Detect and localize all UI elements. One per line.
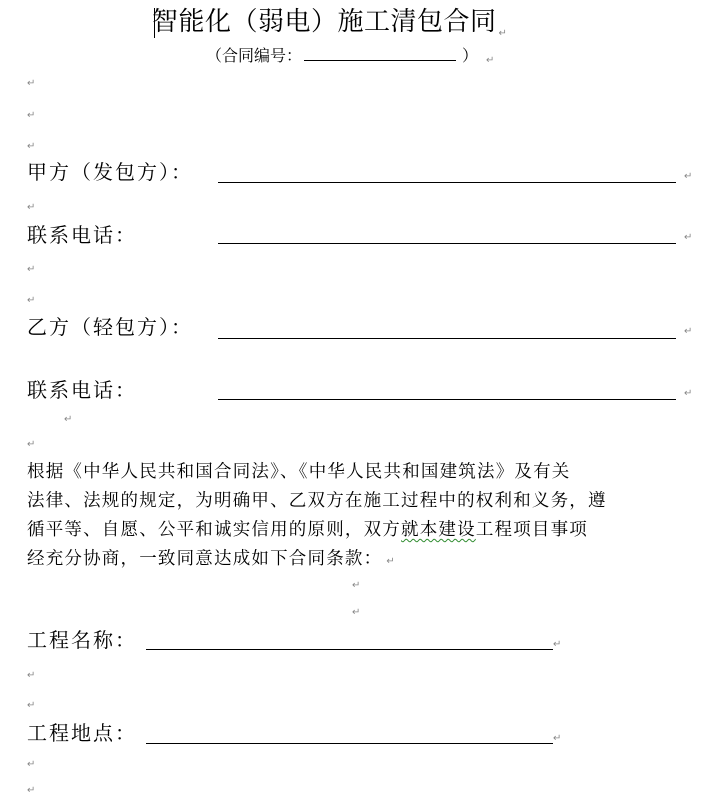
paragraph-mark: ↵ bbox=[27, 202, 36, 213]
contract-title bbox=[152, 4, 508, 40]
preamble-line bbox=[27, 516, 679, 545]
paragraph-mark: ↵ bbox=[27, 785, 36, 796]
project-name-field[interactable] bbox=[146, 649, 553, 650]
party-b-label: 乙方（轻包方）： bbox=[27, 315, 193, 339]
title-text: 智能化（弱电）施工清包合同 bbox=[152, 7, 497, 37]
paragraph-mark: ↵ bbox=[352, 580, 361, 591]
paragraph-mark: ↵ bbox=[352, 607, 361, 618]
contract-number-label: （合同编号： bbox=[206, 46, 303, 65]
party-b-phone-label: 联系电话： bbox=[27, 378, 137, 402]
party-a-phone-field[interactable] bbox=[218, 243, 676, 244]
contract-number-blank[interactable] bbox=[304, 42, 456, 61]
party-a-label: 甲方（发包方）： bbox=[27, 160, 193, 184]
preamble-text: 经充分协商，一致同意达成如下合同条款： bbox=[27, 549, 383, 569]
paragraph-mark: ↵ bbox=[27, 439, 36, 450]
paragraph-mark: ↵ bbox=[64, 414, 73, 425]
paragraph-mark: ↵ bbox=[386, 556, 396, 567]
party-b-phone-field[interactable] bbox=[218, 399, 676, 400]
paragraph-mark: ↵ bbox=[27, 110, 36, 121]
spellcheck-flagged-text: 就本建设 bbox=[401, 520, 476, 540]
paragraph-mark: ↵ bbox=[27, 264, 36, 275]
paragraph-mark: ↵ bbox=[553, 639, 562, 650]
party-a-field[interactable] bbox=[218, 182, 676, 183]
contract-number-line bbox=[206, 42, 495, 68]
paragraph-mark: ↵ bbox=[27, 670, 36, 681]
preamble-line bbox=[27, 545, 679, 574]
preamble-text: 循平等、自愿、公平和诚实信用的原则，双方 bbox=[27, 520, 401, 540]
contract-number-close: ） bbox=[462, 46, 479, 65]
paragraph-mark: ↵ bbox=[27, 759, 36, 770]
paragraph-mark: ↵ bbox=[27, 700, 36, 711]
preamble-text: 工程项目事项 bbox=[475, 520, 589, 540]
preamble-line: 根据《中华人民共和国合同法》、《中华人民共和国建筑法》及有关 bbox=[27, 462, 571, 482]
party-b-field[interactable] bbox=[218, 338, 676, 339]
paragraph-mark: ↵ bbox=[27, 141, 36, 152]
paragraph-mark: ↵ bbox=[684, 326, 693, 337]
paragraph-mark: ↵ bbox=[27, 78, 36, 89]
project-name-label: 工程名称： bbox=[27, 628, 137, 652]
party-a-phone-label: 联系电话： bbox=[27, 223, 137, 247]
contract-preamble bbox=[27, 458, 679, 574]
preamble-line: 法律、法规的规定，为明确甲、乙双方在施工过程中的权利和义务，遵 bbox=[27, 491, 607, 511]
paragraph-mark: ↵ bbox=[684, 388, 693, 399]
paragraph-mark: ↵ bbox=[553, 733, 562, 744]
paragraph-mark: ↵ bbox=[684, 232, 693, 243]
project-location-label: 工程地点： bbox=[27, 721, 137, 745]
paragraph-mark: ↵ bbox=[27, 295, 36, 306]
project-location-field[interactable] bbox=[146, 743, 553, 744]
paragraph-mark: ↵ bbox=[486, 55, 495, 66]
paragraph-mark: ↵ bbox=[684, 171, 693, 182]
paragraph-mark: ↵ bbox=[498, 28, 508, 39]
